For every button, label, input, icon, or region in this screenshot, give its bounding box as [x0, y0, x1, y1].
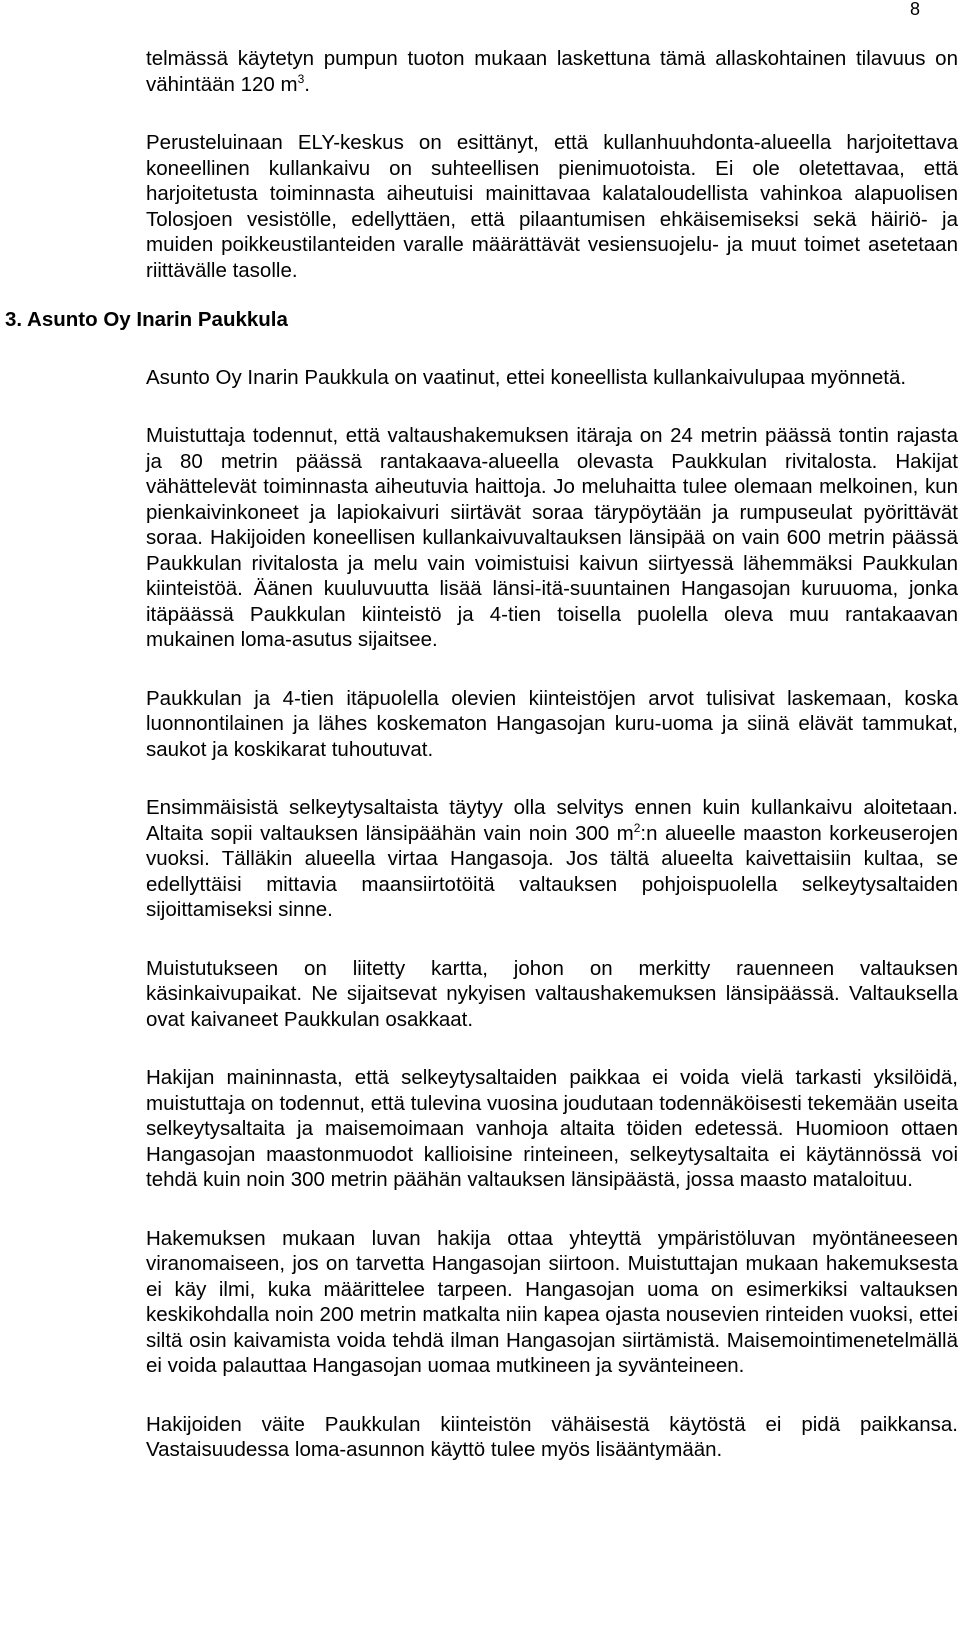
- paragraph-demand: Asunto Oy Inarin Paukkula on vaatinut, ettei koneellista kullankaivulupaa myönnetä.: [146, 365, 907, 389]
- cubic-superscript: 3: [297, 71, 305, 86]
- section-heading: 3. Asunto Oy Inarin Paukkula: [5, 308, 288, 331]
- document-body: [5, 46, 958, 1496]
- intro-paragraph-volume: [146, 46, 958, 97]
- paragraph-map: Muistutukseen on liitetty kartta, johon on merkitty rauenneen valtauksen käsinkaivupaikat. Ne sijaitsevat nykyisen valtaushakemuksen länsipäässä. Valtauksella ovat kaivaneet Paukkulan osakkaat.: [146, 956, 958, 1031]
- settling-text-end: :n alueelle maaston korkeuserojen vuoksi. Tälläkin alueella virtaa Hangasoja. Jos tältä alueelta kaivettaisiin kultaa, se edellyttäisi mittavia maansiirtotöitä valtauksen pohjoispuolella selkeytysaltaiden sijoittamiseksi sinne.: [146, 821, 958, 921]
- intro-volume-end: .: [304, 72, 310, 96]
- paragraph-noise: Muistuttaja todennut, että valtaushakemuksen itäraja on 24 metrin päässä tontin rajasta ja 80 metrin päässä rantakaava-alueella olevasta Paukkulan rivitalosta. Hakijat vähättelevät toiminnasta aiheutuvia haittoja. Jo meluhaitta tulee olemaan melkoinen, kun pienkaivinkoneet ja lapiokaivuri siirtävät soraa täryp​öytään ja rumpuseulat pyörittävät soraa. Hakijoiden koneellisen kullankaivuvaltauksen länsipää on vain 600 metrin päässä Paukkulan rivitalosta ja melu vain voimistuisi kaivun siirtyessä lähemmäksi Paukkulan kiinteistöä. Äänen kuuluvuutta lisää länsi-itä-suuntainen Hangasojan kuruuoma, jonka itäpäässä Paukkulan kiinteistö ja 4-tien toisella puolella oleva muu rantakaavan mukainen loma-asutus sijaitsee.: [146, 424, 958, 651]
- paragraph-settling-basins: [146, 795, 958, 923]
- square-superscript: 2: [633, 820, 641, 835]
- intro-paragraph-ely: Perusteluinaan ELY-keskus on esittänyt, että kullanhuuhdonta-alueella harjoitettava koneellinen kullankaivu on suhteellisen pienimuotoista. Ei ole oletettavaa, että harjoitetusta toiminnasta aiheutuisi mainittavaa kalataloudellista vahinkoa alapuolisen Tolosjoen vesistölle, edellyttäen, että pilaantumisen ehkäisemiseksi sekä häiriö- ja muiden poikkeustilanteiden varalle määrättävät vesiensuojelu- ja muut toimet asetetaan riittävälle tasolle.: [146, 131, 958, 282]
- intro-volume-text: telmässä käytetyn pumpun tuoton mukaan laskettuna tämä allaskohtainen tilavuus on vähintään 120 m: [146, 47, 958, 96]
- paragraph-stream-relocation: Hakemuksen mukaan luvan hakija ottaa yhteyttä ympäristöluvan myöntäneeseen viranomaiseen, jos on tarvetta Hangasojan siirtoon. Muistuttajan mukaan hakemuksesta ei käy ilmi, kuka määrittelee tarpeen. Hangasojan uoma on esimerkiksi valtauksen keskikohdalla noin 200 metrin matkalta niin kapea ojasta nousevien rinteiden vuoksi, ettei siltä osin kaivamista voida tehdä ilman Hangasojan siirtämistä. Maisemointimenetelmällä ei voida palauttaa Hangasojan uomaa mutkineen ja syvänteineen.: [146, 1226, 958, 1377]
- paragraph-basin-location: Hakijan maininnasta, että selkeytysaltaiden paikkaa ei voida vielä tarkasti yksilöidä, muistuttaja on todennut, että tulevina vuosina joudutaan todennäköisesti tekemään useita selkeytysaltaita ja maisemoimaan vanhoja altaita töiden edetessä. Huomioon ottaen Hangasojan maastonmuodot kallioisine rinteineen, selkeytysaltaita ei käytännössä voi tehdä kuin noin 300 metrin päähän valtauksen länsipäästä, jossa maasto mataloituu.: [146, 1066, 958, 1191]
- page-number: 8: [909, 0, 920, 19]
- paragraph-property-values: Paukkulan ja 4-tien itäpuolella olevien kiinteistöjen arvot tulisivat laskemaan, koska luonnontilainen ja lähes koskematon Hangasojan kuru-uoma ja siinä elävät tammukat, saukot ja koskikarat tuhoutuvat.: [146, 686, 958, 761]
- paragraph-usage: Hakijoiden väite Paukkulan kiinteistön vähäisestä käytöstä ei pidä paikkansa. Vastaisuudessa loma-asunnon käyttö tulee myös lisääntymään.: [146, 1412, 958, 1461]
- settling-text: Ensimmäisistä selkeytysaltaista täytyy olla selvitys ennen kuin kullankaivu aloitetaan. Altaita sopii valtauksen länsipäähän vain noin 300 m: [146, 796, 958, 845]
